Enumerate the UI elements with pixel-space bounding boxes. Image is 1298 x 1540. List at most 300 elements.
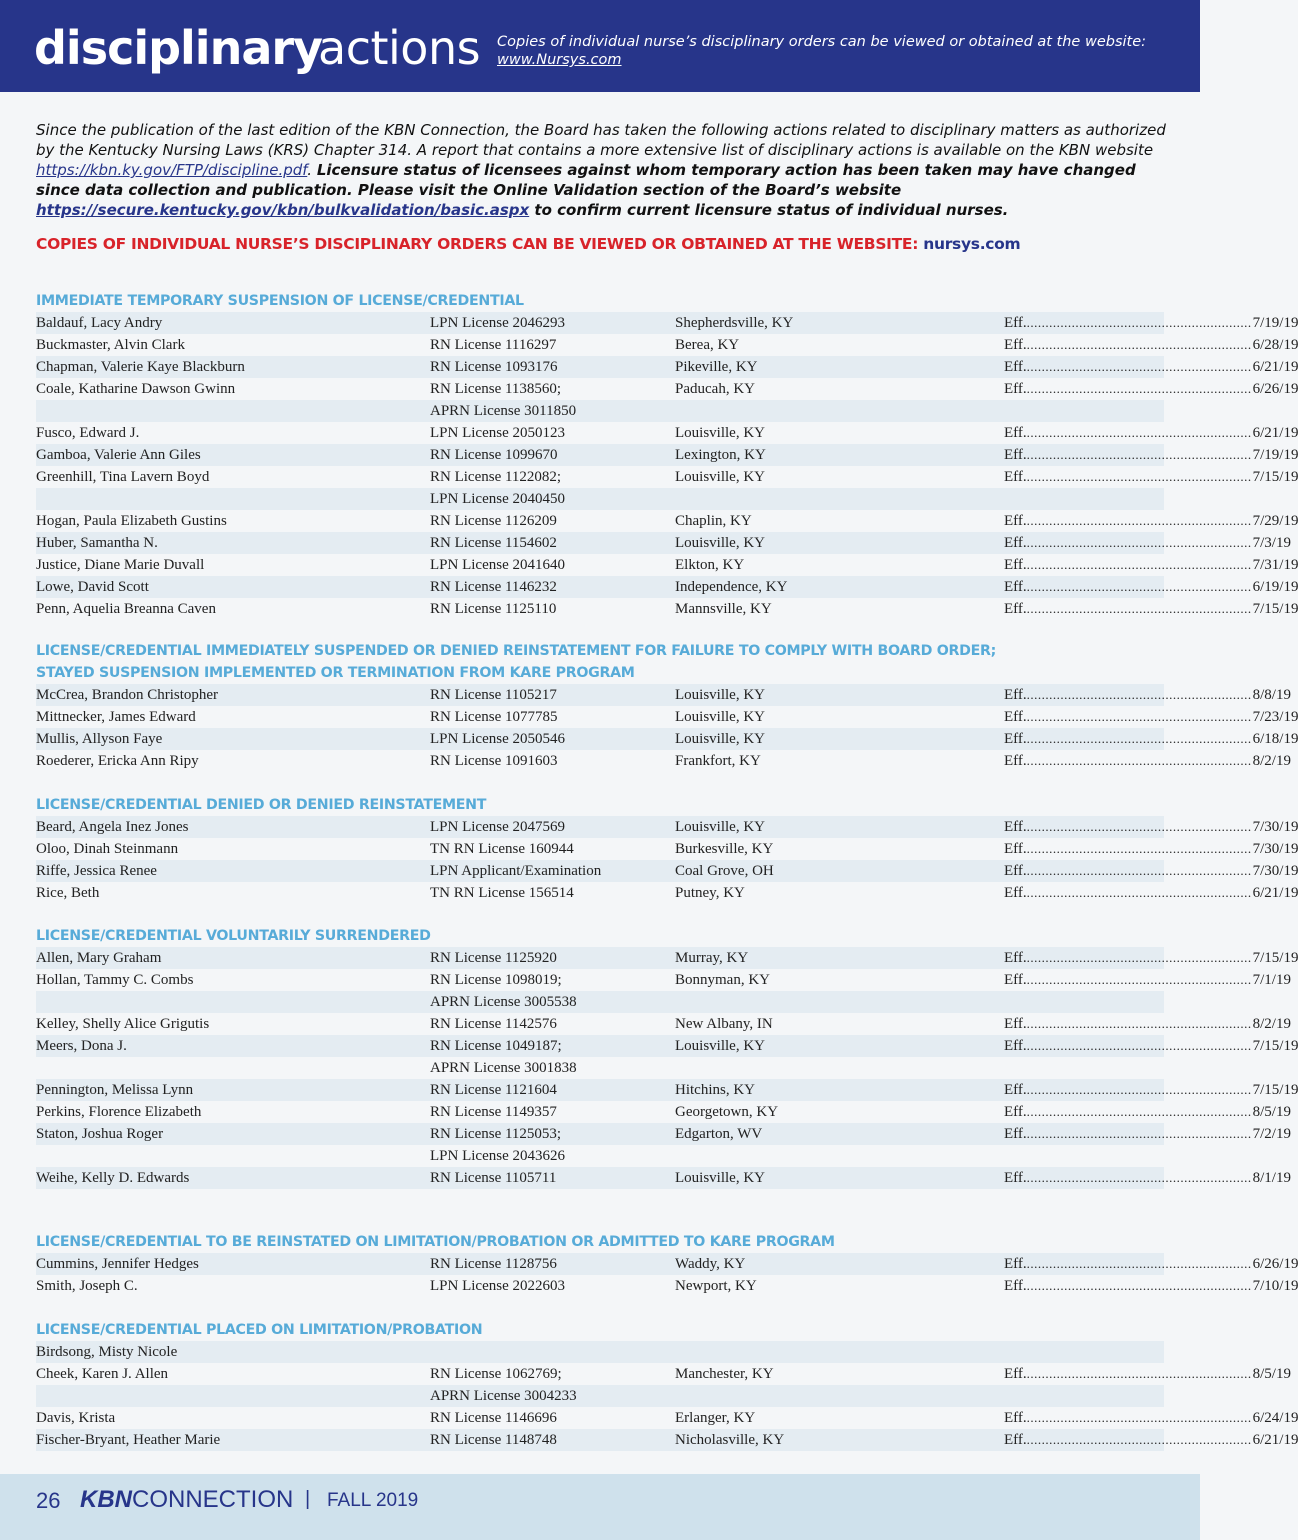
license-number: TN RN License 160944 [430, 841, 574, 857]
license-number: RN License 1125110 [430, 601, 557, 617]
license-number: LPN License 2046293 [430, 315, 565, 331]
effective-date-cell [1004, 444, 1298, 466]
effective-date: 7/19/19 [1252, 447, 1298, 463]
license-number: RN License 1091603 [430, 753, 558, 769]
licensee-name: Lowe, David Scott [36, 579, 149, 595]
effective-date-cell [1004, 1123, 1291, 1145]
section-heading: LICENSE/CREDENTIAL TO BE REINSTATED ON LIMITATION/PROBATION OR ADMITTED TO KARE PROGRAM [36, 1234, 835, 1250]
effective-date-cell [1004, 1363, 1291, 1385]
licensee-city: Newport, KY [675, 1278, 757, 1294]
effective-date-cell [1004, 684, 1291, 706]
copies-notice-site: nursys.com [923, 235, 1021, 253]
license-number: RN License 1105217 [430, 687, 557, 703]
eff-label: Eff. [1004, 972, 1027, 988]
table-row [36, 1363, 1291, 1385]
table-row [36, 356, 1298, 378]
eff-label: Eff. [1004, 863, 1027, 879]
leader-dots: ............................................................ [1026, 1016, 1252, 1031]
footer-separator: | [305, 1488, 311, 1510]
table-row [36, 554, 1298, 576]
intro-paragraph [36, 120, 1166, 220]
title-bold: disciplinary [34, 21, 323, 75]
leader-dots: ............................................................ [1026, 1126, 1252, 1141]
table-row [36, 422, 1298, 444]
eff-label: Eff. [1004, 557, 1027, 573]
license-number: RN License 1138560; [430, 381, 562, 397]
table-row [36, 334, 1298, 356]
licensee-name: Cummins, Jennifer Hedges [36, 1256, 199, 1272]
eff-label: Eff. [1004, 381, 1027, 397]
intro-text-2-end: to confirm current licensure status of individual nurses. [529, 201, 1009, 219]
licensee-name: Hollan, Tammy C. Combs [36, 972, 194, 988]
leader-dots: ............................................................ [1026, 1278, 1252, 1293]
effective-date-cell [1004, 860, 1298, 882]
effective-date-cell [1004, 554, 1298, 576]
effective-date-cell [1004, 312, 1298, 334]
eff-label: Eff. [1004, 1016, 1027, 1032]
effective-date: 8/2/19 [1252, 1016, 1291, 1032]
leader-dots: ............................................................ [1026, 1082, 1252, 1097]
license-number: LPN License 2047569 [430, 819, 565, 835]
licensee-name: Greenhill, Tina Lavern Boyd [36, 469, 210, 485]
table-row [36, 1189, 1164, 1211]
license-number: RN License 1148748 [430, 1432, 557, 1448]
effective-date-cell [1004, 728, 1298, 750]
licensee-name: Mullis, Allyson Faye [36, 731, 163, 747]
effective-date-cell [1004, 1013, 1291, 1035]
eff-label: Eff. [1004, 819, 1027, 835]
table-row [36, 750, 1291, 772]
copies-notice-text: COPIES OF INDIVIDUAL NURSE’S DISCIPLINARY ORDERS CAN BE VIEWED OR OBTAINED AT THE WEBSITE: [36, 235, 924, 253]
eff-label: Eff. [1004, 425, 1027, 441]
brand-connection: CONNECTION [132, 1486, 294, 1513]
license-number: LPN Applicant/Examination [430, 863, 602, 879]
effective-date: 7/15/19 [1252, 469, 1298, 485]
leader-dots: ............................................................ [1026, 1432, 1252, 1447]
licensee-name: Penn, Aquelia Breanna Caven [36, 601, 216, 617]
licensee-name: Chapman, Valerie Kaye Blackburn [36, 359, 245, 375]
licensee-name: Pennington, Melissa Lynn [36, 1082, 194, 1098]
table-row [36, 444, 1298, 466]
eff-label: Eff. [1004, 1256, 1027, 1272]
licensee-name: Cheek, Karen J. Allen [36, 1366, 169, 1382]
effective-date: 7/2/19 [1252, 1126, 1291, 1142]
eff-label: Eff. [1004, 601, 1027, 617]
licensee-city: Edgarton, WV [675, 1126, 763, 1142]
leader-dots: ............................................................ [1026, 513, 1252, 528]
footer-season: FALL 2019 [327, 1490, 419, 1511]
table-row [36, 1145, 1164, 1167]
effective-date-cell [1004, 598, 1298, 620]
leader-dots: ............................................................ [1026, 863, 1252, 878]
licensee-name: Baldauf, Lacy Andry [36, 315, 163, 331]
eff-label: Eff. [1004, 337, 1027, 353]
effective-date-cell [1004, 576, 1298, 598]
effective-date-cell [1004, 1035, 1298, 1057]
licensee-city: Bonnyman, KY [675, 972, 770, 988]
licensee-city: Louisville, KY [675, 1170, 765, 1186]
eff-label: Eff. [1004, 885, 1027, 901]
effective-date: 7/10/19 [1252, 1278, 1298, 1294]
section-heading: LICENSE/CREDENTIAL DENIED OR DENIED REINSTATEMENT [36, 797, 487, 813]
table-row [36, 532, 1291, 554]
license-number: RN License 1049187; [430, 1038, 562, 1054]
intro-text-1: Since the publication of the last edition of the KBN Connection, the Board has taken the following actions related to disciplinary matters as authorized by the Kentucky Nursing Laws (KRS) Chapter 314. A report that contains a more extensive list of disciplinary actions is available on the KBN website [36, 121, 1166, 159]
licensee-name: Huber, Samantha N. [36, 535, 158, 551]
leader-dots: ............................................................ [1026, 1366, 1252, 1381]
table-row [36, 466, 1298, 488]
nursys-link[interactable]: www.Nursys.com [497, 52, 622, 68]
intro-text-1-end: . [307, 161, 317, 179]
effective-date: 6/21/19 [1252, 425, 1298, 441]
leader-dots: ............................................................ [1026, 579, 1252, 594]
licensee-city: Manchester, KY [675, 1366, 774, 1382]
licensee-name: Perkins, Florence Elizabeth [36, 1104, 202, 1120]
licensee-name: Allen, Mary Graham [36, 950, 162, 966]
effective-date: 6/28/19 [1252, 337, 1298, 353]
license-number: RN License 1105711 [430, 1170, 557, 1186]
eff-label: Eff. [1004, 315, 1027, 331]
effective-date: 7/31/19 [1252, 557, 1298, 573]
effective-date-cell [1004, 1167, 1291, 1189]
effective-date-cell [1004, 1429, 1298, 1451]
effective-date: 7/1/19 [1252, 972, 1291, 988]
effective-date: 6/26/19 [1252, 381, 1298, 397]
leader-dots: ............................................................ [1026, 1256, 1252, 1271]
license-number: RN License 1077785 [430, 709, 558, 725]
brand-kbn: KBN [80, 1486, 132, 1513]
table-row [36, 1253, 1298, 1275]
licensee-city: Louisville, KY [675, 1038, 765, 1054]
licensee-name: Riffe, Jessica Renee [36, 863, 157, 879]
licensee-name: Mittnecker, James Edward [36, 709, 196, 725]
licensee-city: Chaplin, KY [675, 513, 752, 529]
licensee-city: Georgetown, KY [675, 1104, 779, 1120]
license-number: RN License 1098019; [430, 972, 562, 988]
table-row [36, 1341, 1164, 1363]
section-heading: STAYED SUSPENSION IMPLEMENTED OR TERMINATION FROM KARE PROGRAM [36, 665, 635, 681]
licensee-city: Louisville, KY [675, 687, 765, 703]
license-number: RN License 1121604 [430, 1082, 557, 1098]
license-number: TN RN License 156514 [430, 885, 574, 901]
license-number: LPN License 2040450 [430, 491, 565, 507]
licensee-city: Louisville, KY [675, 819, 765, 835]
effective-date: 7/15/19 [1252, 950, 1298, 966]
license-number: RN License 1099670 [430, 447, 558, 463]
effective-date: 7/15/19 [1252, 1082, 1298, 1098]
licensee-city: Burkesville, KY [675, 841, 774, 857]
table-row [36, 684, 1291, 706]
licensee-city: Lexington, KY [675, 447, 766, 463]
eff-label: Eff. [1004, 731, 1027, 747]
licensee-city: Elkton, KY [675, 557, 745, 573]
licensee-city: Hitchins, KY [675, 1082, 755, 1098]
effective-date: 6/21/19 [1252, 885, 1298, 901]
leader-dots: ............................................................ [1026, 819, 1252, 834]
eff-label: Eff. [1004, 1366, 1027, 1382]
leader-dots: ............................................................ [1026, 337, 1252, 352]
table-row [36, 1407, 1298, 1429]
table-row [36, 598, 1298, 620]
effective-date: 6/21/19 [1252, 359, 1298, 375]
leader-dots: ............................................................ [1026, 753, 1252, 768]
licensee-name: Buckmaster, Alvin Clark [36, 337, 185, 353]
leader-dots: ............................................................ [1026, 841, 1252, 856]
table-row [36, 947, 1298, 969]
section-heading: IMMEDIATE TEMPORARY SUSPENSION OF LICENSE/CREDENTIAL [36, 293, 524, 309]
licensee-name: McCrea, Brandon Christopher [36, 687, 219, 703]
section-heading: LICENSE/CREDENTIAL VOLUNTARILY SURRENDERED [36, 928, 431, 944]
license-number: LPN License 2041640 [430, 557, 565, 573]
license-number: RN License 1125920 [430, 950, 557, 966]
effective-date: 6/18/19 [1252, 731, 1298, 747]
eff-label: Eff. [1004, 1432, 1027, 1448]
leader-dots: ............................................................ [1026, 731, 1252, 746]
license-number: RN License 1093176 [430, 359, 558, 375]
eff-label: Eff. [1004, 359, 1027, 375]
effective-date: 7/3/19 [1252, 535, 1291, 551]
licensee-name: Weihe, Kelly D. Edwards [36, 1170, 190, 1186]
eff-label: Eff. [1004, 1082, 1027, 1098]
title-light: actions [318, 21, 481, 75]
leader-dots: ............................................................ [1026, 885, 1252, 900]
licensee-name: Fusco, Edward J. [36, 425, 140, 441]
licensee-city: Mannsville, KY [675, 601, 772, 617]
validation-link[interactable]: https://secure.kentucky.gov/kbn/bulkvalidation/basic.aspx [36, 201, 530, 219]
table-row [36, 969, 1291, 991]
effective-date: 6/24/19 [1252, 1410, 1298, 1426]
leader-dots: ............................................................ [1026, 972, 1252, 987]
table-row [36, 728, 1298, 750]
licensee-name: Beard, Angela Inez Jones [36, 819, 189, 835]
table-row [36, 510, 1298, 532]
effective-date: 7/19/19 [1252, 315, 1298, 331]
eff-label: Eff. [1004, 1278, 1027, 1294]
effective-date: 8/1/19 [1252, 1170, 1291, 1186]
table-row [36, 1123, 1291, 1145]
licensee-name: Oloo, Dinah Steinmann [36, 841, 179, 857]
eff-label: Eff. [1004, 950, 1027, 966]
leader-dots: ............................................................ [1026, 469, 1252, 484]
eff-label: Eff. [1004, 1410, 1027, 1426]
effective-date-cell [1004, 947, 1298, 969]
license-number: RN License 1125053; [430, 1126, 562, 1142]
table-row [36, 488, 1164, 510]
effective-date: 7/30/19 [1252, 841, 1298, 857]
table-row [36, 1079, 1298, 1101]
licensee-city: Berea, KY [675, 337, 740, 353]
table-row [36, 991, 1164, 1013]
table-row [36, 1429, 1298, 1451]
effective-date-cell [1004, 1253, 1298, 1275]
licensee-name: Smith, Joseph C. [36, 1278, 138, 1294]
section-heading: LICENSE/CREDENTIAL IMMEDIATELY SUSPENDED OR DENIED REINSTATEMENT FOR FAILURE TO COMPLY WITH BOARD ORDER; [36, 643, 997, 659]
license-number: APRN License 3011850 [430, 403, 577, 419]
licensee-name: Davis, Krista [36, 1410, 116, 1426]
eff-label: Eff. [1004, 513, 1027, 529]
header-note [497, 33, 1177, 69]
licensee-city: Louisville, KY [675, 425, 765, 441]
licensee-name: Rice, Beth [36, 885, 100, 901]
table-row [36, 1167, 1291, 1189]
licensee-city: Putney, KY [675, 885, 745, 901]
effective-date-cell [1004, 334, 1298, 356]
licensee-city: Louisville, KY [675, 731, 765, 747]
license-number: RN License 1142576 [430, 1016, 557, 1032]
licensee-name: Roederer, Ericka Ann Ripy [36, 753, 199, 769]
eff-label: Eff. [1004, 1104, 1027, 1120]
copies-notice [36, 235, 1020, 253]
effective-date-cell [1004, 510, 1298, 532]
license-number: RN License 1149357 [430, 1104, 557, 1120]
table-row [36, 1035, 1298, 1057]
effective-date-cell [1004, 816, 1298, 838]
effective-date-cell [1004, 706, 1298, 728]
leader-dots: ............................................................ [1026, 1410, 1252, 1425]
license-number: RN License 1128756 [430, 1256, 557, 1272]
license-number: RN License 1116297 [430, 337, 557, 353]
licensee-city: Louisville, KY [675, 469, 765, 485]
effective-date: 8/8/19 [1252, 687, 1291, 703]
eff-label: Eff. [1004, 469, 1027, 485]
leader-dots: ............................................................ [1026, 1104, 1252, 1119]
effective-date: 6/19/19 [1252, 579, 1298, 595]
effective-date-cell [1004, 969, 1291, 991]
license-number: APRN License 3005538 [430, 994, 577, 1010]
leader-dots: ............................................................ [1026, 359, 1252, 374]
licensee-city: Waddy, KY [675, 1256, 746, 1272]
effective-date-cell [1004, 356, 1298, 378]
licensee-city: New Albany, IN [675, 1016, 773, 1032]
effective-date-cell [1004, 422, 1298, 444]
license-number: LPN License 2050123 [430, 425, 565, 441]
eff-label: Eff. [1004, 1038, 1027, 1054]
table-row [36, 1275, 1298, 1297]
license-number: RN License 1146696 [430, 1410, 557, 1426]
table-row [36, 1385, 1164, 1407]
eff-label: Eff. [1004, 841, 1027, 857]
table-row [36, 838, 1298, 860]
page-header [0, 0, 1200, 92]
licensee-name: Meers, Dona J. [36, 1038, 127, 1054]
leader-dots: ............................................................ [1026, 1170, 1252, 1185]
leader-dots: ............................................................ [1026, 535, 1252, 550]
header-note-text: Copies of individual nurse’s disciplinary orders can be viewed or obtained at the website: [497, 34, 1147, 50]
effective-date: 8/2/19 [1252, 753, 1291, 769]
eff-label: Eff. [1004, 579, 1027, 595]
license-number: APRN License 3004233 [430, 1388, 577, 1404]
licensee-name: Kelley, Shelly Alice Grigutis [36, 1016, 210, 1032]
eff-label: Eff. [1004, 1170, 1027, 1186]
eff-label: Eff. [1004, 1126, 1027, 1142]
licensee-name: Coale, Katharine Dawson Gwinn [36, 381, 236, 397]
table-row [36, 576, 1298, 598]
eff-label: Eff. [1004, 753, 1027, 769]
leader-dots: ............................................................ [1026, 381, 1252, 396]
licensee-city: Coal Grove, OH [675, 863, 774, 879]
license-number: APRN License 3001838 [430, 1060, 577, 1076]
effective-date-cell [1004, 1407, 1298, 1429]
licensee-city: Shepherdsville, KY [675, 315, 794, 331]
license-number: RN License 1146232 [430, 579, 557, 595]
table-row [36, 400, 1164, 422]
licensee-name: Gamboa, Valerie Ann Giles [36, 447, 201, 463]
section-heading: LICENSE/CREDENTIAL PLACED ON LIMITATION/PROBATION [36, 1322, 483, 1338]
eff-label: Eff. [1004, 535, 1027, 551]
table-row [36, 378, 1298, 400]
table-row [36, 882, 1298, 904]
table-row [36, 312, 1298, 334]
effective-date-cell [1004, 750, 1291, 772]
license-number: RN License 1126209 [430, 513, 557, 529]
table-row [36, 1057, 1164, 1079]
licensee-name: Birdsong, Misty Nicole [36, 1344, 178, 1360]
license-number: LPN License 2022603 [430, 1278, 565, 1294]
table-row [36, 1101, 1291, 1123]
effective-date-cell [1004, 378, 1298, 400]
leader-dots: ............................................................ [1026, 687, 1252, 702]
licensee-city: Murray, KY [675, 950, 749, 966]
license-number: RN License 1122082; [430, 469, 562, 485]
license-number: RN License 1154602 [430, 535, 557, 551]
table-row [36, 706, 1298, 728]
leader-dots: ............................................................ [1026, 557, 1252, 572]
effective-date-cell [1004, 882, 1298, 904]
leader-dots: ............................................................ [1026, 601, 1252, 616]
leader-dots: ............................................................ [1026, 950, 1252, 965]
effective-date: 7/15/19 [1252, 601, 1298, 617]
licensee-city: Independence, KY [675, 579, 788, 595]
license-number: LPN License 2050546 [430, 731, 565, 747]
licensee-name: Staton, Joshua Roger [36, 1126, 164, 1142]
intro-text-2: Licensure status of licensees against whom temporary action has been taken may have changed since data collection and publication. Please visit the Online Validation section of the Board’s website [36, 161, 1136, 199]
licensee-city: Frankfort, KY [675, 753, 761, 769]
table-row [36, 860, 1298, 882]
licensee-city: Nicholasville, KY [675, 1432, 785, 1448]
licensee-city: Pikeville, KY [675, 359, 758, 375]
effective-date: 6/21/19 [1252, 1432, 1298, 1448]
effective-date: 8/5/19 [1252, 1104, 1291, 1120]
effective-date: 8/5/19 [1252, 1366, 1291, 1382]
table-row [36, 1013, 1291, 1035]
leader-dots: ............................................................ [1026, 425, 1252, 440]
table-row [36, 816, 1298, 838]
discipline-pdf-link[interactable]: https://kbn.ky.gov/FTP/discipline.pdf [36, 161, 308, 179]
eff-label: Eff. [1004, 709, 1027, 725]
page-footer [0, 1474, 1200, 1540]
effective-date: 7/23/19 [1252, 709, 1298, 725]
leader-dots: ............................................................ [1026, 1038, 1252, 1053]
licensee-city: Louisville, KY [675, 535, 765, 551]
effective-date-cell [1004, 1079, 1298, 1101]
licensee-name: Fischer-Bryant, Heather Marie [36, 1432, 221, 1448]
leader-dots: ............................................................ [1026, 709, 1252, 724]
effective-date-cell [1004, 466, 1298, 488]
eff-label: Eff. [1004, 687, 1027, 703]
effective-date: 6/26/19 [1252, 1256, 1298, 1272]
effective-date: 7/15/19 [1252, 1038, 1298, 1054]
eff-label: Eff. [1004, 447, 1027, 463]
licensee-city: Louisville, KY [675, 709, 765, 725]
licensee-name: Hogan, Paula Elizabeth Gustins [36, 513, 227, 529]
effective-date-cell [1004, 838, 1298, 860]
licensee-city: Erlanger, KY [675, 1410, 756, 1426]
effective-date: 7/29/19 [1252, 513, 1298, 529]
licensee-name: Justice, Diane Marie Duvall [36, 557, 205, 573]
leader-dots: ............................................................ [1026, 315, 1252, 330]
page-number: 26 [36, 1488, 61, 1513]
effective-date-cell [1004, 532, 1291, 554]
